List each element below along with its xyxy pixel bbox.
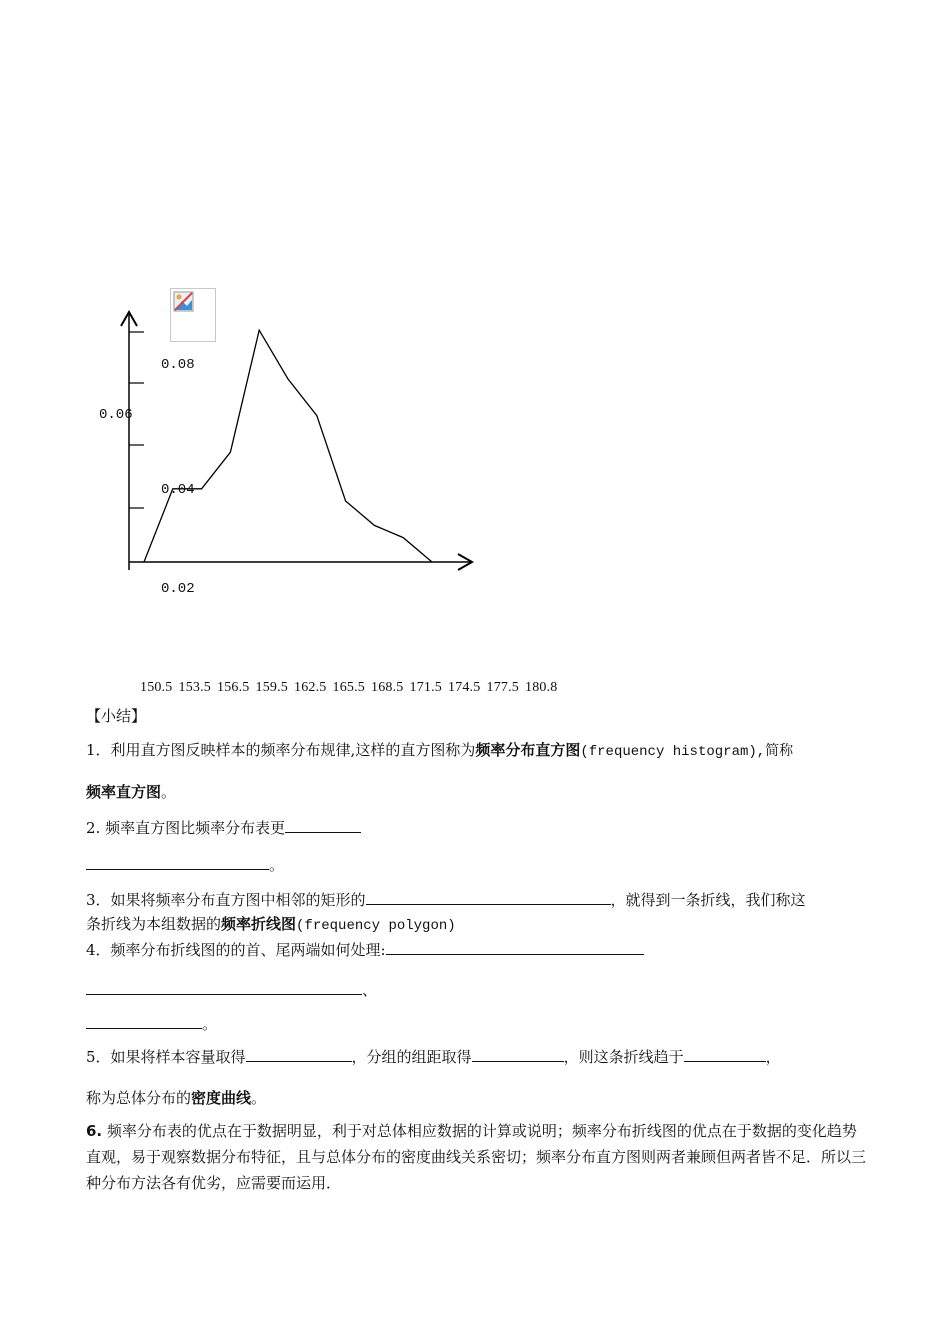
bold-term: 频率分布直方图 bbox=[475, 741, 581, 759]
summary-item-6 bbox=[86, 1118, 866, 1196]
punctuation: 。 bbox=[251, 1089, 267, 1107]
summary-item-5 bbox=[86, 1045, 866, 1069]
fill-blank[interactable] bbox=[86, 978, 362, 995]
bold-term: 频率直方图 bbox=[86, 783, 162, 801]
english-term: (frequency histogram),简称 bbox=[580, 744, 794, 760]
y-tick-label: 0.02 bbox=[161, 581, 195, 597]
punctuation: 。 bbox=[161, 783, 177, 801]
punctuation: ， bbox=[765, 1048, 781, 1066]
bold-term: 密度曲线 bbox=[191, 1089, 252, 1107]
summary-item-4-cont bbox=[86, 978, 866, 1002]
item-text: 5．如果将样本容量取得 bbox=[86, 1048, 246, 1066]
x-tick-label: 159.5 bbox=[255, 680, 288, 695]
fill-blank[interactable] bbox=[86, 1012, 202, 1029]
x-tick-label: 153.5 bbox=[178, 680, 211, 695]
fill-blank[interactable] bbox=[684, 1045, 766, 1062]
item-text: 4．频率分布折线图的的首、尾两端如何处理: bbox=[86, 941, 386, 959]
x-tick-label: 171.5 bbox=[409, 680, 442, 695]
fill-blank[interactable] bbox=[386, 938, 644, 955]
x-tick-label: 168.5 bbox=[371, 680, 404, 695]
x-tick-label: 162.5 bbox=[294, 680, 327, 695]
fill-blank[interactable] bbox=[366, 888, 611, 905]
item-text: ，就得到一条折线，我们称这 bbox=[610, 891, 806, 909]
english-term: (frequency polygon) bbox=[296, 918, 456, 934]
x-tick-label: 174.5 bbox=[448, 680, 481, 695]
y-tick-label: 0.08 bbox=[161, 357, 195, 373]
item-number: 6. bbox=[86, 1122, 103, 1140]
summary-heading: 【小结】 bbox=[86, 707, 147, 725]
broken-image-icon bbox=[170, 288, 216, 342]
x-tick-label: 165.5 bbox=[332, 680, 365, 695]
image-placeholder-icon bbox=[173, 291, 195, 313]
x-tick-labels bbox=[140, 680, 564, 696]
punctuation: 。 bbox=[202, 1015, 218, 1033]
item-text: 称为总体分布的 bbox=[86, 1089, 192, 1107]
item-text: 2. 频率直方图比频率分布表更 bbox=[86, 819, 286, 837]
summary-item-2-cont bbox=[86, 853, 866, 877]
summary-item-1 bbox=[86, 738, 866, 764]
item-text: 频率分布表的优点在于数据明显，利于对总体相应数据的计算或说明；频率分布折线图的优点在于数据的变化趋势直观，易于观察数据分布特征，且与总体分布的密度曲线关系密切；频率分布直方图则两者兼顾但两者皆不足．所以三种分布方法各有优劣，应需要而运用． bbox=[86, 1122, 867, 1192]
item-text: ，分组的组距取得 bbox=[351, 1048, 472, 1066]
summary-item-2 bbox=[86, 816, 866, 840]
y-tick-label: 0.04 bbox=[161, 482, 195, 498]
item-number: 1． bbox=[86, 741, 111, 759]
item-text: 3．如果将频率分布直方图中相邻的矩形的 bbox=[86, 891, 366, 909]
x-tick-label: 180.8 bbox=[525, 680, 558, 695]
summary-item-4-cont2 bbox=[86, 1012, 866, 1036]
summary-item-3 bbox=[86, 888, 866, 912]
fill-blank[interactable] bbox=[285, 816, 361, 833]
item-text: 利用直方图反映样本的频率分布规律,这样的直方图称为 bbox=[110, 741, 476, 759]
fill-blank[interactable] bbox=[86, 853, 269, 870]
x-tick-label: 150.5 bbox=[140, 680, 173, 695]
x-tick-label: 177.5 bbox=[486, 680, 519, 695]
item-text: 条折线为本组数据的 bbox=[86, 915, 222, 933]
summary-item-3-cont bbox=[86, 912, 866, 938]
summary-item-5-cont bbox=[86, 1086, 866, 1110]
summary-item-1-cont bbox=[86, 780, 866, 804]
punctuation: 。 bbox=[269, 856, 285, 874]
bold-term: 频率折线图 bbox=[221, 915, 297, 933]
punctuation: 、 bbox=[362, 981, 378, 999]
fill-blank[interactable] bbox=[246, 1045, 352, 1062]
item-text: ，则这条折线趋于 bbox=[563, 1048, 684, 1066]
y-tick-label: 0.06 bbox=[99, 407, 133, 423]
summary-item-4 bbox=[86, 938, 866, 962]
x-tick-label: 156.5 bbox=[217, 680, 250, 695]
fill-blank[interactable] bbox=[472, 1045, 564, 1062]
